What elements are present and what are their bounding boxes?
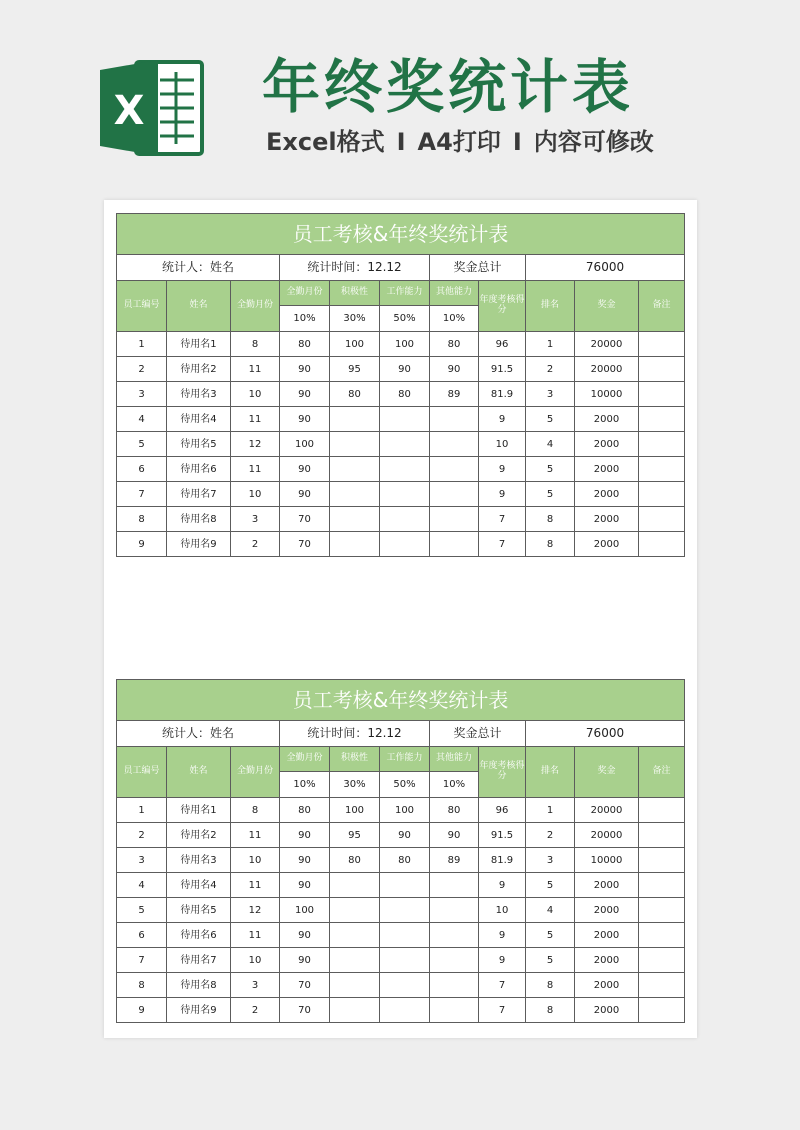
bonus-total-value[interactable]: 76000 [526, 255, 685, 281]
cell-other-ability[interactable]: 89 [430, 848, 479, 873]
cell-positivity[interactable]: 80 [330, 848, 380, 873]
weight-attend[interactable]: 10% [280, 772, 330, 798]
col-header-positivity: 积极性 [330, 281, 380, 306]
col-header-name: 姓名 [167, 747, 231, 798]
col-header-remarks: 备注 [639, 281, 685, 332]
cell-other-ability[interactable]: 89 [430, 382, 479, 407]
cell-emp-id[interactable]: 5 [117, 898, 167, 923]
cell-name[interactable]: 待用名7 [167, 948, 231, 973]
col-header-rank: 排名 [526, 747, 575, 798]
cell-work-ability[interactable]: 90 [380, 823, 430, 848]
cell-remarks[interactable] [639, 823, 685, 848]
cell-work-ability[interactable] [380, 923, 430, 948]
cell-bonus[interactable]: 2000 [575, 432, 639, 457]
table-row [117, 332, 685, 357]
cell-emp-id[interactable]: 7 [117, 948, 167, 973]
bonus-table-2 [116, 679, 685, 1023]
cell-emp-id[interactable]: 1 [117, 798, 167, 823]
cell-attend-months[interactable]: 10 [231, 948, 280, 973]
cell-attend-months[interactable]: 10 [231, 382, 280, 407]
cell-attend-score[interactable]: 70 [280, 507, 330, 532]
table-row [117, 357, 685, 382]
cell-remarks[interactable] [639, 407, 685, 432]
cell-remarks[interactable] [639, 382, 685, 407]
cell-attend-months[interactable]: 10 [231, 848, 280, 873]
cell-rank[interactable]: 1 [526, 798, 575, 823]
cell-attend-score[interactable]: 80 [280, 332, 330, 357]
cell-name[interactable]: 待用名9 [167, 532, 231, 557]
cell-bonus[interactable]: 2000 [575, 898, 639, 923]
page-header [0, 0, 800, 200]
cell-attend-score[interactable]: 90 [280, 873, 330, 898]
cell-rank[interactable]: 4 [526, 432, 575, 457]
cell-name[interactable]: 待用名1 [167, 798, 231, 823]
cell-rank[interactable]: 3 [526, 382, 575, 407]
cell-other-ability[interactable] [430, 873, 479, 898]
cell-remarks[interactable] [639, 998, 685, 1023]
cell-annual-score[interactable]: 91.5 [479, 357, 526, 382]
cell-work-ability[interactable] [380, 973, 430, 998]
col-header-attend-weight: 全勤月份 [280, 747, 330, 772]
cell-name[interactable]: 待用名4 [167, 407, 231, 432]
cell-attend-months[interactable]: 8 [231, 798, 280, 823]
cell-positivity[interactable]: 100 [330, 798, 380, 823]
table-row [117, 382, 685, 407]
bonus-total-label: 奖金总计 [430, 255, 526, 281]
weight-attend[interactable]: 10% [280, 306, 330, 332]
cell-remarks[interactable] [639, 948, 685, 973]
sheet-title: 员工考核&年终奖统计表 [117, 680, 685, 721]
bonus-total-label: 奖金总计 [430, 721, 526, 747]
cell-work-ability[interactable] [380, 898, 430, 923]
col-header-rank: 排名 [526, 281, 575, 332]
cell-rank[interactable]: 8 [526, 507, 575, 532]
cell-positivity[interactable] [330, 998, 380, 1023]
weight-work[interactable]: 50% [380, 772, 430, 798]
cell-attend-score[interactable]: 70 [280, 998, 330, 1023]
cell-other-ability[interactable] [430, 432, 479, 457]
cell-remarks[interactable] [639, 432, 685, 457]
cell-rank[interactable]: 5 [526, 407, 575, 432]
cell-attend-score[interactable]: 90 [280, 923, 330, 948]
cell-work-ability[interactable] [380, 998, 430, 1023]
cell-other-ability[interactable] [430, 998, 479, 1023]
cell-attend-months[interactable]: 11 [231, 823, 280, 848]
cell-rank[interactable]: 8 [526, 532, 575, 557]
cell-emp-id[interactable]: 1 [117, 332, 167, 357]
cell-other-ability[interactable]: 80 [430, 332, 479, 357]
col-header-remarks: 备注 [639, 747, 685, 798]
cell-attend-months[interactable]: 12 [231, 432, 280, 457]
cell-name[interactable]: 待用名3 [167, 382, 231, 407]
table-row [117, 873, 685, 898]
cell-attend-score[interactable]: 90 [280, 357, 330, 382]
cell-attend-months[interactable]: 11 [231, 407, 280, 432]
cell-remarks[interactable] [639, 898, 685, 923]
cell-positivity[interactable] [330, 532, 380, 557]
cell-emp-id[interactable]: 2 [117, 823, 167, 848]
cell-attend-months[interactable]: 11 [231, 923, 280, 948]
col-header-work-ability: 工作能力 [380, 281, 430, 306]
cell-attend-score[interactable]: 100 [280, 432, 330, 457]
weight-positivity[interactable]: 30% [330, 306, 380, 332]
cell-emp-id[interactable]: 2 [117, 357, 167, 382]
cell-emp-id[interactable]: 6 [117, 923, 167, 948]
col-header-work-ability: 工作能力 [380, 747, 430, 772]
cell-name[interactable]: 待用名2 [167, 357, 231, 382]
cell-attend-months[interactable]: 3 [231, 507, 280, 532]
cell-attend-score[interactable]: 90 [280, 823, 330, 848]
cell-annual-score[interactable]: 9 [479, 873, 526, 898]
cell-name[interactable]: 待用名4 [167, 873, 231, 898]
cell-emp-id[interactable]: 4 [117, 873, 167, 898]
cell-other-ability[interactable] [430, 948, 479, 973]
col-header-annual-score: 年度考核得分 [479, 747, 526, 798]
cell-attend-score[interactable]: 90 [280, 482, 330, 507]
cell-rank[interactable]: 3 [526, 848, 575, 873]
cell-name[interactable]: 待用名5 [167, 432, 231, 457]
cell-positivity[interactable]: 80 [330, 382, 380, 407]
bonus-table-1 [116, 213, 685, 557]
cell-other-ability[interactable] [430, 923, 479, 948]
cell-bonus[interactable]: 2000 [575, 948, 639, 973]
cell-emp-id[interactable]: 5 [117, 432, 167, 457]
cell-rank[interactable]: 8 [526, 973, 575, 998]
table-row [117, 432, 685, 457]
col-header-other-ability: 其他能力 [430, 747, 479, 772]
cell-name[interactable]: 待用名8 [167, 507, 231, 532]
cell-annual-score[interactable]: 7 [479, 507, 526, 532]
cell-attend-score[interactable]: 90 [280, 382, 330, 407]
cell-name[interactable]: 待用名9 [167, 998, 231, 1023]
cell-rank[interactable]: 8 [526, 998, 575, 1023]
cell-work-ability[interactable] [380, 948, 430, 973]
cell-attend-score[interactable]: 70 [280, 973, 330, 998]
stat-person[interactable]: 统计人：姓名 [117, 255, 280, 281]
cell-work-ability[interactable] [380, 507, 430, 532]
cell-emp-id[interactable]: 3 [117, 382, 167, 407]
table-row [117, 507, 685, 532]
cell-name[interactable]: 待用名6 [167, 923, 231, 948]
cell-annual-score[interactable]: 9 [479, 948, 526, 973]
cell-attend-score[interactable]: 100 [280, 898, 330, 923]
cell-name[interactable]: 待用名8 [167, 973, 231, 998]
cell-positivity[interactable] [330, 407, 380, 432]
table-row [117, 532, 685, 557]
cell-attend-months[interactable]: 3 [231, 973, 280, 998]
table-row [117, 998, 685, 1023]
cell-attend-score[interactable]: 90 [280, 848, 330, 873]
table-row [117, 848, 685, 873]
cell-attend-months[interactable]: 10 [231, 482, 280, 507]
cell-remarks[interactable] [639, 457, 685, 482]
table-row [117, 407, 685, 432]
cell-remarks[interactable] [639, 332, 685, 357]
col-header-annual-score: 年度考核得分 [479, 281, 526, 332]
col-header-attend-months: 全勤月份 [231, 747, 280, 798]
cell-annual-score[interactable]: 9 [479, 457, 526, 482]
cell-other-ability[interactable] [430, 407, 479, 432]
table-row [117, 973, 685, 998]
subtitle-separator: I [396, 128, 406, 156]
page-title: 年终奖统计表 [262, 53, 635, 121]
table-row [117, 823, 685, 848]
cell-annual-score[interactable]: 81.9 [479, 382, 526, 407]
cell-name[interactable]: 待用名1 [167, 332, 231, 357]
weight-work[interactable]: 50% [380, 306, 430, 332]
cell-bonus[interactable]: 20000 [575, 332, 639, 357]
cell-rank[interactable]: 1 [526, 332, 575, 357]
table-row [117, 798, 685, 823]
col-header-name: 姓名 [167, 281, 231, 332]
cell-positivity[interactable]: 95 [330, 823, 380, 848]
cell-positivity[interactable] [330, 873, 380, 898]
cell-attend-months[interactable]: 8 [231, 332, 280, 357]
col-header-positivity: 积极性 [330, 747, 380, 772]
cell-name[interactable]: 待用名2 [167, 823, 231, 848]
cell-positivity[interactable] [330, 457, 380, 482]
cell-other-ability[interactable] [430, 482, 479, 507]
cell-annual-score[interactable]: 10 [479, 898, 526, 923]
col-header-emp-id: 员工编号 [117, 747, 167, 798]
cell-work-ability[interactable] [380, 532, 430, 557]
cell-rank[interactable]: 4 [526, 898, 575, 923]
cell-annual-score[interactable]: 96 [479, 798, 526, 823]
cell-rank[interactable]: 5 [526, 923, 575, 948]
cell-emp-id[interactable]: 9 [117, 998, 167, 1023]
cell-annual-score[interactable]: 96 [479, 332, 526, 357]
cell-work-ability[interactable] [380, 873, 430, 898]
cell-remarks[interactable] [639, 973, 685, 998]
weight-other[interactable]: 10% [430, 772, 479, 798]
cell-emp-id[interactable]: 6 [117, 457, 167, 482]
cell-annual-score[interactable]: 9 [479, 923, 526, 948]
cell-remarks[interactable] [639, 798, 685, 823]
cell-emp-id[interactable]: 9 [117, 532, 167, 557]
cell-annual-score[interactable]: 9 [479, 407, 526, 432]
svg-text:X: X [113, 88, 145, 134]
cell-remarks[interactable] [639, 507, 685, 532]
bonus-total-value[interactable]: 76000 [526, 721, 685, 747]
page-subtitle [266, 124, 654, 160]
cell-attend-months[interactable]: 11 [231, 357, 280, 382]
table-row [117, 948, 685, 973]
cell-remarks[interactable] [639, 873, 685, 898]
weight-positivity[interactable]: 30% [330, 772, 380, 798]
cell-positivity[interactable]: 95 [330, 357, 380, 382]
cell-attend-months[interactable]: 11 [231, 457, 280, 482]
cell-positivity[interactable]: 100 [330, 332, 380, 357]
cell-emp-id[interactable]: 4 [117, 407, 167, 432]
cell-bonus[interactable]: 2000 [575, 457, 639, 482]
cell-emp-id[interactable]: 8 [117, 973, 167, 998]
cell-attend-months[interactable]: 2 [231, 998, 280, 1023]
col-header-bonus: 奖金 [575, 281, 639, 332]
excel-logo-icon [98, 58, 208, 158]
cell-other-ability[interactable]: 90 [430, 357, 479, 382]
cell-attend-months[interactable]: 12 [231, 898, 280, 923]
cell-work-ability[interactable]: 100 [380, 332, 430, 357]
cell-positivity[interactable] [330, 948, 380, 973]
cell-attend-months[interactable]: 11 [231, 873, 280, 898]
cell-rank[interactable]: 2 [526, 823, 575, 848]
stat-time[interactable]: 统计时间：12.12 [280, 255, 430, 281]
cell-work-ability[interactable] [380, 482, 430, 507]
weight-other[interactable]: 10% [430, 306, 479, 332]
cell-emp-id[interactable]: 8 [117, 507, 167, 532]
col-header-attend-months: 全勤月份 [231, 281, 280, 332]
table-row [117, 482, 685, 507]
cell-rank[interactable]: 5 [526, 457, 575, 482]
cell-emp-id[interactable]: 3 [117, 848, 167, 873]
cell-positivity[interactable] [330, 923, 380, 948]
cell-work-ability[interactable] [380, 432, 430, 457]
cell-attend-score[interactable]: 90 [280, 948, 330, 973]
cell-positivity[interactable] [330, 973, 380, 998]
cell-work-ability[interactable]: 80 [380, 382, 430, 407]
col-header-other-ability: 其他能力 [430, 281, 479, 306]
cell-bonus[interactable]: 10000 [575, 382, 639, 407]
cell-annual-score[interactable]: 10 [479, 432, 526, 457]
cell-bonus[interactable]: 20000 [575, 798, 639, 823]
cell-annual-score[interactable]: 81.9 [479, 848, 526, 873]
cell-positivity[interactable] [330, 898, 380, 923]
cell-bonus[interactable]: 2000 [575, 532, 639, 557]
cell-remarks[interactable] [639, 532, 685, 557]
cell-work-ability[interactable]: 100 [380, 798, 430, 823]
cell-other-ability[interactable] [430, 898, 479, 923]
table-row [117, 923, 685, 948]
stat-time[interactable]: 统计时间：12.12 [280, 721, 430, 747]
table-row [117, 898, 685, 923]
cell-name[interactable]: 待用名5 [167, 898, 231, 923]
cell-work-ability[interactable]: 90 [380, 357, 430, 382]
cell-remarks[interactable] [639, 482, 685, 507]
cell-attend-score[interactable]: 90 [280, 407, 330, 432]
cell-rank[interactable]: 2 [526, 357, 575, 382]
cell-attend-score[interactable]: 70 [280, 532, 330, 557]
cell-bonus[interactable]: 2000 [575, 998, 639, 1023]
sheet-title: 员工考核&年终奖统计表 [117, 214, 685, 255]
cell-emp-id[interactable]: 7 [117, 482, 167, 507]
cell-positivity[interactable] [330, 482, 380, 507]
document-page [104, 200, 697, 1038]
cell-annual-score[interactable]: 9 [479, 482, 526, 507]
cell-bonus[interactable]: 2000 [575, 507, 639, 532]
cell-bonus[interactable]: 2000 [575, 407, 639, 432]
cell-annual-score[interactable]: 7 [479, 973, 526, 998]
subtitle-format: Excel格式 [266, 128, 385, 156]
cell-other-ability[interactable]: 80 [430, 798, 479, 823]
stat-person[interactable]: 统计人：姓名 [117, 721, 280, 747]
table-row [117, 457, 685, 482]
cell-annual-score[interactable]: 7 [479, 998, 526, 1023]
cell-positivity[interactable] [330, 507, 380, 532]
cell-remarks[interactable] [639, 357, 685, 382]
cell-remarks[interactable] [639, 848, 685, 873]
col-header-attend-weight: 全勤月份 [280, 281, 330, 306]
cell-other-ability[interactable] [430, 973, 479, 998]
cell-bonus[interactable]: 2000 [575, 923, 639, 948]
cell-rank[interactable]: 5 [526, 873, 575, 898]
cell-name[interactable]: 待用名6 [167, 457, 231, 482]
cell-other-ability[interactable]: 90 [430, 823, 479, 848]
subtitle-editable: 内容可修改 [533, 128, 654, 156]
cell-remarks[interactable] [639, 923, 685, 948]
cell-bonus[interactable]: 20000 [575, 357, 639, 382]
cell-annual-score[interactable]: 91.5 [479, 823, 526, 848]
cell-bonus[interactable]: 20000 [575, 823, 639, 848]
cell-name[interactable]: 待用名7 [167, 482, 231, 507]
cell-work-ability[interactable] [380, 457, 430, 482]
cell-other-ability[interactable] [430, 507, 479, 532]
cell-name[interactable]: 待用名3 [167, 848, 231, 873]
cell-rank[interactable]: 5 [526, 948, 575, 973]
cell-other-ability[interactable] [430, 532, 479, 557]
cell-attend-months[interactable]: 2 [231, 532, 280, 557]
cell-work-ability[interactable] [380, 407, 430, 432]
cell-attend-score[interactable]: 90 [280, 457, 330, 482]
cell-bonus[interactable]: 10000 [575, 848, 639, 873]
cell-bonus[interactable]: 2000 [575, 873, 639, 898]
cell-bonus[interactable]: 2000 [575, 973, 639, 998]
cell-work-ability[interactable]: 80 [380, 848, 430, 873]
col-header-bonus: 奖金 [575, 747, 639, 798]
subtitle-print: A4打印 [417, 128, 501, 156]
cell-positivity[interactable] [330, 432, 380, 457]
cell-attend-score[interactable]: 80 [280, 798, 330, 823]
subtitle-separator: I [512, 128, 522, 156]
cell-rank[interactable]: 5 [526, 482, 575, 507]
cell-annual-score[interactable]: 7 [479, 532, 526, 557]
cell-other-ability[interactable] [430, 457, 479, 482]
cell-bonus[interactable]: 2000 [575, 482, 639, 507]
col-header-emp-id: 员工编号 [117, 281, 167, 332]
